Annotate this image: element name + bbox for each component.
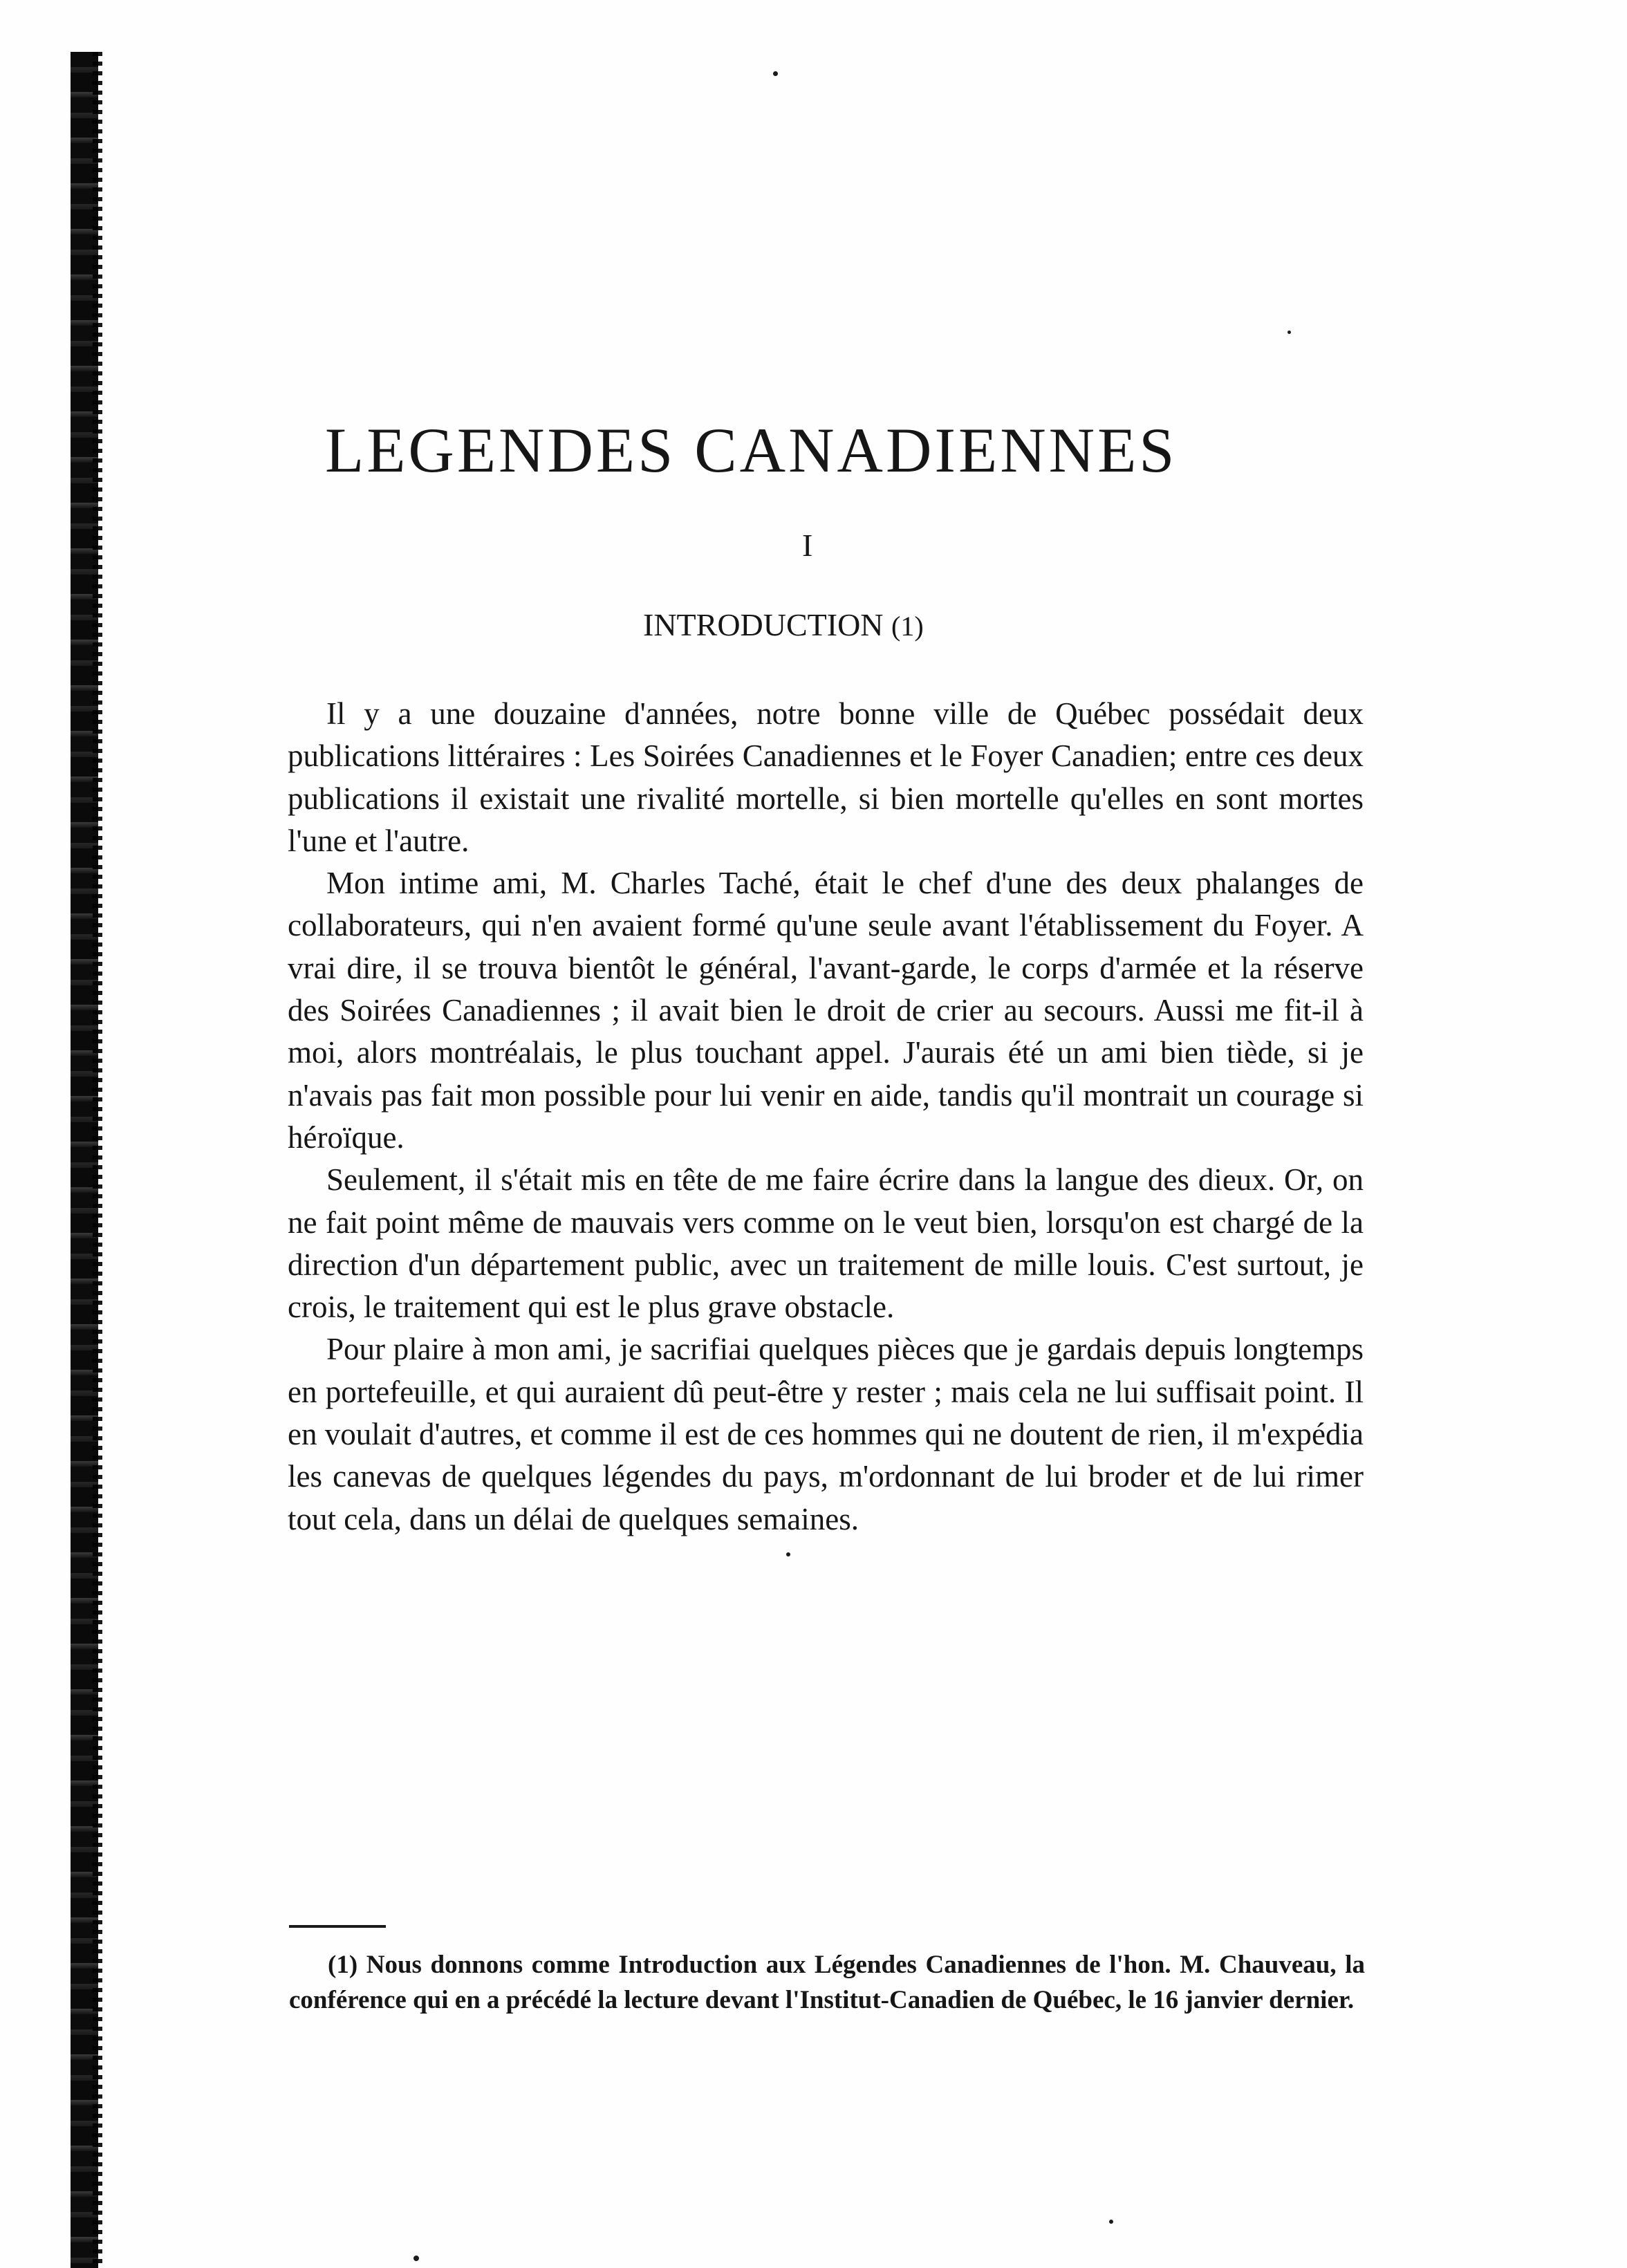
footnote-divider: [289, 1925, 386, 1928]
footnote: [289, 1947, 1365, 2018]
body-text: [288, 693, 1364, 1541]
paragraph: Seulement, il s'était mis en tête de me faire écrire dans la langue des dieux. Or, on ne fait point même de mauvais vers comme on le veut bien, lorsqu'on est chargé de la direction d'un département public, avec un traitement de mille louis. C'est surtout, je crois, le traitement qui est le plus grave obstacle.: [288, 1162, 1364, 1325]
scan-speck: [413, 2256, 419, 2261]
section-heading: [643, 609, 924, 641]
paragraph: Mon intime ami, M. Charles Taché, était le chef d'une des deux phalanges de collaborateurs, qui n'en avaient formé qu'une seule avant l'établissement du Foyer. A vrai dire, il se trouva bientôt le général, l'avant-garde, le corps d'armée et la réserve des Soirées Canadiennes ; il avait bien le droit de crier au secours. Aussi me fit-il à moi, alors montréalais, le plus touchant appel. J'aurais été un ami bien tiède, si je n'avais pas fait mon possible pour lui venir en aide, tandis qu'il montrait un courage si héroïque.: [288, 866, 1364, 1155]
footnote-text: (1) Nous donnons comme Introduction aux Légendes Canadiennes de l'hon. M. Chauveau, la conférence qui en a précédé la lecture devant l'Institut-Canadien de Québec, le 16 janvier dernier.: [289, 1951, 1365, 2014]
scan-speck: [786, 1552, 790, 1556]
page-title: LEGENDES CANADIENNES: [325, 415, 1178, 485]
paragraph: Pour plaire à mon ami, je sacrifiai quelques pièces que je gardais depuis longtemps en portefeuille, et qui auraient dû peut-être y rester ; mais cela ne lui suffisait point. Il en voulait d'autres, et comme il est de ces hommes qui ne doutent de rien, il m'expédia les canevas de quelques légendes du pays, m'ordonnant de lui broder et de lui rimer tout cela, dans un délai de quelques semaines.: [288, 1332, 1364, 1536]
page-binding-edge: [71, 52, 98, 2268]
scan-speck: [773, 71, 778, 76]
footnote-marker: (1): [891, 611, 924, 642]
paragraph: Il y a une douzaine d'années, notre bonne ville de Québec possédait deux publications littéraires : Les Soirées Canadiennes et le Foyer Canadien; entre ces deux publications il existait une rivalité mortelle, si bien mortelle qu'elles en sont mortes l'une et l'autre.: [288, 696, 1364, 858]
scan-speck: [1287, 331, 1291, 334]
chapter-number: I: [802, 528, 813, 563]
scan-speck: [1109, 2220, 1113, 2224]
section-title-text: INTRODUCTION: [643, 607, 884, 642]
